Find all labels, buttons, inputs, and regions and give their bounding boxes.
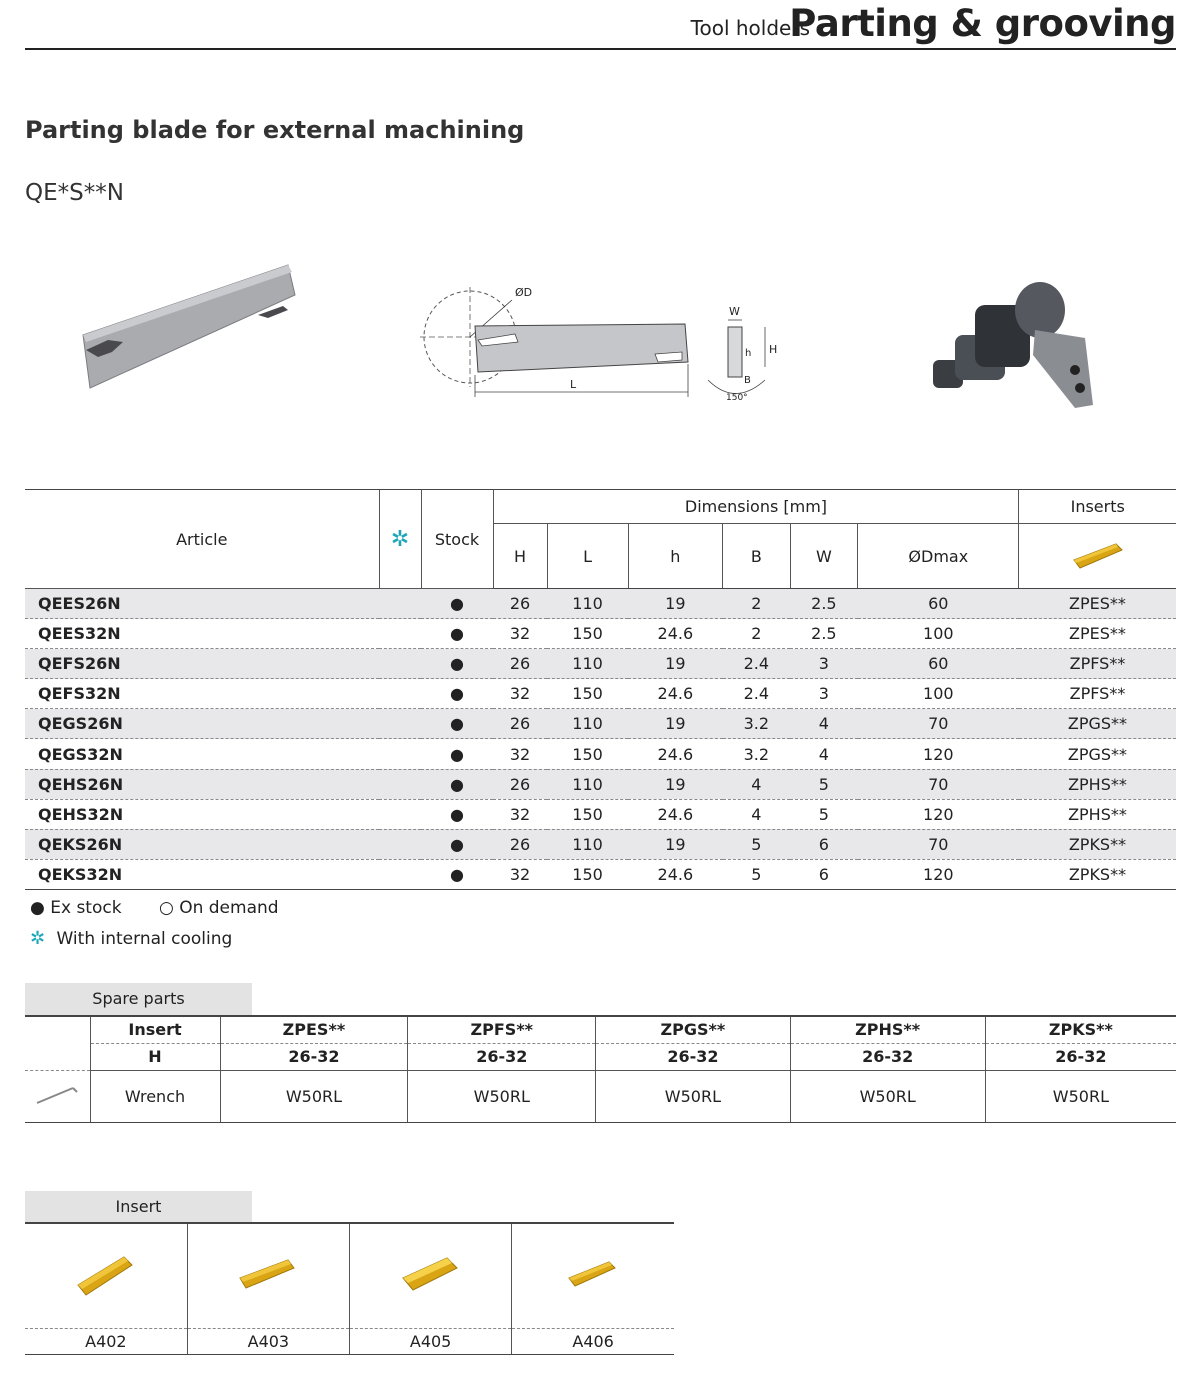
spare-insert-2: ZPGS** bbox=[596, 1016, 790, 1043]
assembly-image bbox=[925, 280, 1095, 410]
spare-h-label: H bbox=[90, 1043, 220, 1070]
technical-drawing bbox=[420, 282, 790, 407]
table-row: QEGS32N ● 32 150 24.6 3.2 4 120 ZPGS** bbox=[25, 739, 1176, 769]
spare-h-4: 26-32 bbox=[985, 1043, 1176, 1070]
insert-table bbox=[25, 1222, 674, 1355]
label-angle: 150° bbox=[726, 393, 748, 403]
insert-code-2: A405 bbox=[350, 1328, 512, 1354]
legend-cooling-label: With internal cooling bbox=[56, 929, 233, 949]
table-row: QEFS26N ● 26 110 19 2.4 3 60 ZPFS** bbox=[25, 649, 1176, 679]
article-table bbox=[25, 489, 1176, 890]
spare-h-2: 26-32 bbox=[596, 1043, 790, 1070]
blade-image bbox=[78, 260, 303, 395]
page-header bbox=[25, 0, 1176, 50]
product-title: Parting blade for external machining bbox=[25, 116, 525, 144]
chapter-title: Parting & grooving bbox=[789, 2, 1176, 45]
spare-insert-1: ZPFS** bbox=[408, 1016, 596, 1043]
spare-part-3: W50RL bbox=[790, 1070, 985, 1122]
header-cooling bbox=[379, 490, 421, 589]
insert-label: Insert bbox=[25, 1191, 252, 1223]
spare-part-2: W50RL bbox=[596, 1070, 790, 1122]
spare-part-label: Wrench bbox=[90, 1070, 220, 1122]
table-row: QEES32N ● 32 150 24.6 2 2.5 100 ZPES** bbox=[25, 619, 1176, 649]
insert-image-a406 bbox=[512, 1223, 674, 1328]
insert-image-a402 bbox=[25, 1223, 187, 1328]
insert-image-a403 bbox=[187, 1223, 349, 1328]
spare-parts-label: Spare parts bbox=[25, 983, 252, 1015]
spare-h-1: 26-32 bbox=[408, 1043, 596, 1070]
label-b: B bbox=[744, 375, 751, 386]
insert-code-1: A403 bbox=[187, 1328, 349, 1354]
header-Dmax: ØDmax bbox=[858, 524, 1019, 589]
insert-code-3: A406 bbox=[512, 1328, 674, 1354]
label-length: L bbox=[570, 378, 577, 391]
insert-code-0: A402 bbox=[25, 1328, 187, 1354]
legend-cooling bbox=[30, 928, 232, 949]
snowflake-icon: ✲ bbox=[390, 526, 410, 552]
header-h: h bbox=[628, 524, 723, 589]
table-row: QEHS26N ● 26 110 19 4 5 70 ZPHS** bbox=[25, 769, 1176, 799]
table-row: QEKS26N ● 26 110 19 5 6 70 ZPKS** bbox=[25, 829, 1176, 859]
spare-insert-4: ZPKS** bbox=[985, 1016, 1176, 1043]
wrench-image-cell bbox=[25, 1070, 90, 1122]
table-row: QEES26N ● 26 110 19 2 2.5 60 ZPES** bbox=[25, 589, 1176, 619]
label-height: H bbox=[769, 343, 778, 356]
spare-insert-0: ZPES** bbox=[220, 1016, 408, 1043]
header-dimensions: Dimensions [mm] bbox=[493, 490, 1019, 524]
insert-a406-icon bbox=[565, 1256, 621, 1292]
spare-h-0: 26-32 bbox=[220, 1043, 408, 1070]
table-row: QEFS32N ● 32 150 24.6 2.4 3 100 ZPFS** bbox=[25, 679, 1176, 709]
spare-insert-3: ZPHS** bbox=[790, 1016, 985, 1043]
table-row: QEKS32N ● 32 150 24.6 5 6 120 ZPKS** bbox=[25, 859, 1176, 889]
spare-h-3: 26-32 bbox=[790, 1043, 985, 1070]
header-article: Article bbox=[25, 490, 379, 589]
header-insert-image bbox=[1019, 524, 1176, 589]
label-width: W bbox=[729, 305, 740, 318]
insert-image-a405 bbox=[350, 1223, 512, 1328]
insert-a403-icon bbox=[236, 1254, 300, 1294]
label-diameter: ØD bbox=[515, 286, 533, 299]
insert-a405-icon bbox=[399, 1252, 463, 1296]
spare-insert-label: Insert bbox=[90, 1016, 220, 1043]
spare-part-1: W50RL bbox=[408, 1070, 596, 1122]
table-row: QEHS32N ● 32 150 24.6 4 5 120 ZPHS** bbox=[25, 799, 1176, 829]
spare-part-4: W50RL bbox=[985, 1070, 1176, 1122]
table-row: QEGS26N ● 26 110 19 3.2 4 70 ZPGS** bbox=[25, 709, 1176, 739]
wrench-icon bbox=[33, 1082, 81, 1106]
header-L: L bbox=[547, 524, 628, 589]
insert-icon bbox=[1072, 538, 1124, 570]
header-W: W bbox=[790, 524, 858, 589]
snowflake-icon: ✲ bbox=[30, 928, 46, 949]
legend-on-demand: ○ On demand bbox=[158, 898, 279, 918]
legend-ex-stock: ● Ex stock bbox=[30, 898, 122, 918]
spare-empty-cell bbox=[25, 1016, 90, 1070]
spare-parts-table bbox=[25, 1015, 1176, 1123]
header-B: B bbox=[723, 524, 791, 589]
spare-part-0: W50RL bbox=[220, 1070, 408, 1122]
product-code: QE*S**N bbox=[25, 180, 124, 206]
header-stock: Stock bbox=[421, 490, 493, 589]
label-small-h: h bbox=[745, 348, 752, 359]
header-H: H bbox=[493, 524, 547, 589]
section-title: Tool holders bbox=[690, 16, 810, 40]
insert-a402-icon bbox=[74, 1249, 138, 1299]
legend-stock bbox=[30, 898, 279, 918]
header-inserts: Inserts bbox=[1019, 490, 1176, 524]
